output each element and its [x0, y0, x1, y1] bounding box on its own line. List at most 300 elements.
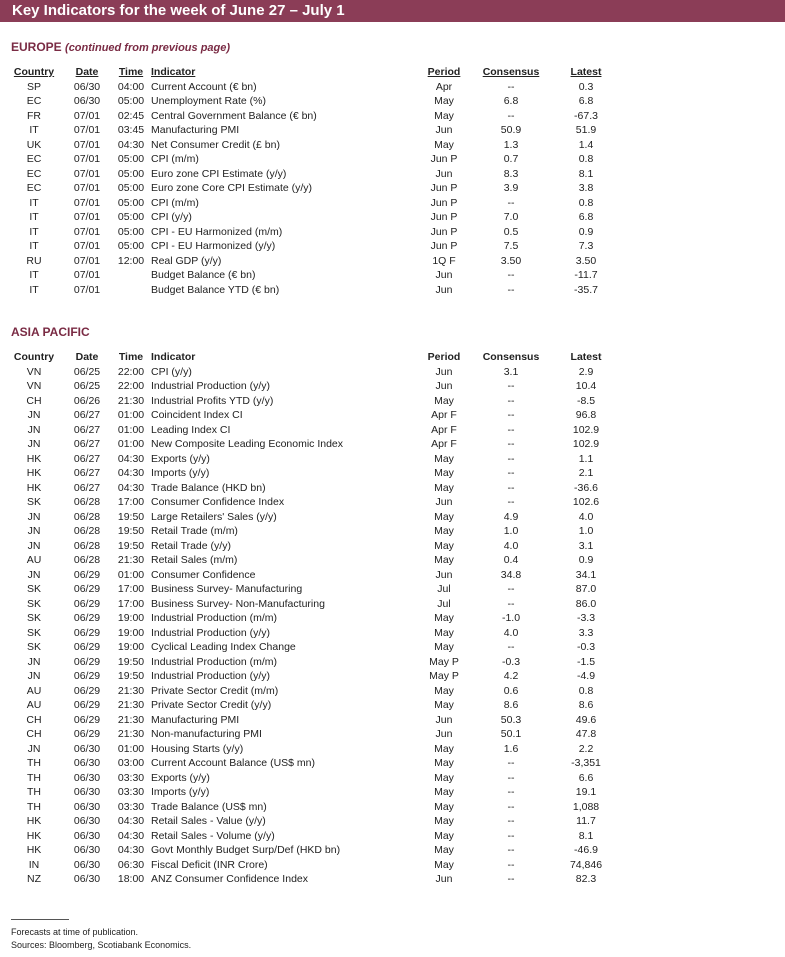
cell-time: 19:00	[117, 641, 145, 653]
table-row	[0, 365, 785, 380]
cell-country: TH	[27, 771, 41, 784]
table-row	[0, 684, 785, 699]
cell-time: 05:00	[117, 95, 145, 107]
cell-time: 01:00	[117, 438, 145, 450]
cell-consensus: --	[507, 409, 515, 421]
cell-time: 01:00	[117, 409, 145, 421]
cell-date: 06/29	[73, 641, 101, 653]
cell-indicator: Retail Sales (m/m)	[151, 554, 238, 566]
cell-date: 07/01	[73, 124, 101, 136]
cell-consensus: 4.9	[503, 510, 519, 523]
cell-time: 04:30	[117, 481, 145, 494]
table-row	[0, 742, 785, 757]
cell-time: 19:50	[117, 670, 145, 682]
cell-period: May P	[429, 670, 459, 682]
cell-latest: 3.8	[578, 182, 594, 194]
col-header-latest: Latest	[570, 351, 602, 363]
cell-latest: -1.5	[576, 655, 596, 668]
table-row	[0, 843, 785, 858]
cell-country: TH	[27, 757, 41, 769]
cell-country: SK	[26, 597, 41, 610]
cell-period: Jun	[435, 124, 453, 136]
table-row	[0, 611, 785, 626]
table-row	[0, 123, 785, 138]
cell-consensus: --	[507, 583, 515, 595]
cell-consensus: --	[507, 815, 515, 827]
cell-date: 07/01	[73, 225, 101, 238]
table-row	[0, 669, 785, 684]
cell-time: 18:00	[117, 873, 145, 885]
cell-country: JN	[27, 568, 41, 581]
cell-latest: -67.3	[574, 109, 598, 122]
asia-section-title	[11, 325, 90, 339]
table-row	[0, 138, 785, 153]
cell-time: 03:45	[117, 124, 145, 136]
cell-indicator: ANZ Consumer Confidence Index	[151, 873, 308, 885]
cell-period: Jun P	[430, 240, 458, 252]
cell-indicator: Trade Balance (US$ mn)	[151, 800, 267, 813]
cell-date: 06/26	[73, 394, 101, 407]
cell-latest: 1,088	[572, 800, 600, 813]
cell-consensus: 3.50	[500, 254, 522, 267]
cell-date: 06/28	[73, 525, 101, 537]
cell-consensus: 7.0	[503, 211, 519, 223]
cell-latest: -36.6	[574, 481, 598, 494]
cell-consensus: --	[507, 641, 515, 653]
cell-latest: 2.2	[578, 742, 594, 755]
cell-time: 01:00	[117, 742, 145, 755]
cell-period: Jun P	[430, 196, 458, 209]
cell-indicator: Central Government Balance (€ bn)	[151, 109, 317, 122]
cell-date: 06/30	[73, 858, 101, 871]
cell-indicator: Trade Balance (HKD bn)	[151, 481, 266, 494]
cell-country: JN	[27, 539, 41, 552]
cell-latest: -3,351	[571, 757, 601, 769]
cell-indicator: New Composite Leading Economic Index	[151, 438, 344, 450]
cell-date: 07/01	[73, 182, 101, 194]
cell-period: May	[434, 800, 454, 813]
cell-latest: -8.5	[576, 394, 596, 407]
cell-period: May	[434, 539, 454, 552]
cell-time: 04:30	[117, 815, 145, 827]
table-row	[0, 268, 785, 283]
cell-time: 01:00	[117, 423, 145, 436]
cell-period: May	[434, 757, 454, 769]
cell-indicator: CPI - EU Harmonized (y/y)	[151, 240, 276, 252]
cell-date: 07/01	[73, 211, 101, 223]
cell-period: Jun	[435, 167, 453, 180]
table-row	[0, 524, 785, 539]
cell-time: 06:30	[117, 858, 145, 871]
europe-section-title	[11, 40, 230, 54]
cell-consensus: 7.5	[503, 240, 519, 252]
cell-country: JN	[27, 670, 41, 682]
europe-note: (continued from previous page)	[65, 42, 231, 54]
cell-latest: 0.3	[578, 80, 594, 93]
cell-latest: 3.1	[578, 539, 594, 552]
cell-latest: 1.0	[578, 525, 594, 537]
cell-country: IN	[28, 858, 40, 871]
table-row	[0, 225, 785, 240]
table-row	[0, 239, 785, 254]
cell-indicator: Consumer Confidence Index	[151, 496, 285, 508]
cell-latest: 11.7	[576, 815, 596, 827]
table-row	[0, 771, 785, 786]
cell-time: 02:45	[117, 109, 145, 122]
cell-latest: 51.9	[575, 124, 597, 136]
cell-consensus: --	[507, 829, 515, 842]
cell-time: 22:00	[117, 380, 145, 392]
cell-country: SK	[26, 496, 41, 508]
cell-indicator: Retail Sales - Volume (y/y)	[151, 829, 275, 842]
cell-latest: 47.8	[575, 728, 597, 740]
cell-time	[114, 268, 148, 283]
cell-consensus: --	[507, 109, 515, 122]
cell-indicator: Retail Sales - Value (y/y)	[151, 815, 266, 827]
cell-country: TH	[27, 786, 41, 798]
cell-period: Jun	[435, 283, 453, 296]
cell-date: 06/30	[73, 757, 101, 769]
cell-consensus: 3.9	[503, 182, 519, 194]
cell-date: 06/30	[73, 800, 101, 813]
cell-country: JN	[27, 510, 41, 523]
cell-consensus: --	[507, 757, 515, 769]
cell-time: 05:00	[117, 153, 145, 165]
cell-latest: 34.1	[575, 568, 597, 581]
cell-time: 21:30	[117, 728, 145, 740]
col-header-time: Time	[118, 66, 144, 78]
cell-indicator: Imports (y/y)	[151, 467, 210, 479]
cell-date: 06/30	[73, 844, 101, 856]
cell-date: 07/01	[73, 254, 101, 267]
cell-date: 06/30	[73, 815, 101, 827]
cell-time: 04:30	[117, 138, 145, 151]
cell-indicator: Industrial Production (m/m)	[151, 655, 278, 668]
col-header-consensus: Consensus	[482, 66, 540, 78]
cell-period: Jun	[435, 496, 453, 508]
cell-country: JN	[27, 655, 41, 668]
cell-date: 06/29	[73, 728, 101, 740]
cell-time: 03:30	[117, 771, 145, 784]
cell-consensus: 50.9	[500, 124, 522, 136]
cell-period: May	[434, 481, 454, 494]
cell-country: AU	[26, 699, 42, 711]
cell-time: 03:30	[117, 786, 145, 798]
cell-indicator: Cyclical Leading Index Change	[151, 641, 296, 653]
cell-country: HK	[26, 481, 42, 494]
cell-period: May	[434, 641, 454, 653]
cell-country: CH	[26, 713, 42, 726]
cell-indicator: Budget Balance (€ bn)	[151, 269, 256, 281]
cell-date: 06/30	[73, 771, 101, 784]
cell-country: HK	[26, 829, 42, 842]
cell-time: 04:30	[117, 467, 145, 479]
table-row	[0, 655, 785, 670]
cell-period: Jun P	[430, 182, 458, 194]
cell-time: 19:50	[117, 539, 145, 552]
cell-country: EC	[26, 167, 42, 180]
table-row	[0, 858, 785, 873]
cell-indicator: CPI - EU Harmonized (m/m)	[151, 225, 283, 238]
cell-date: 06/27	[73, 438, 101, 450]
cell-indicator: Retail Trade (m/m)	[151, 525, 238, 537]
cell-country: IT	[29, 211, 39, 223]
cell-country: VN	[26, 380, 42, 392]
cell-country: EC	[26, 95, 42, 107]
cell-latest: 82.3	[575, 873, 597, 885]
cell-country: FR	[27, 109, 41, 122]
cell-country: SK	[26, 626, 41, 639]
cell-latest: 6.8	[578, 211, 594, 223]
cell-indicator: Industrial Profits YTD (y/y)	[151, 394, 274, 407]
cell-time: 04:30	[117, 452, 145, 465]
cell-date: 06/28	[73, 496, 101, 508]
cell-latest: 1.4	[578, 138, 594, 151]
cell-time: 05:00	[117, 225, 145, 238]
cell-date: 06/29	[73, 626, 101, 639]
cell-indicator: Industrial Production (y/y)	[151, 380, 271, 392]
cell-consensus: 1.6	[503, 742, 519, 755]
cell-country: IT	[29, 240, 39, 252]
cell-time: 05:00	[117, 167, 145, 180]
cell-period: Jul	[437, 583, 451, 595]
cell-consensus: 1.0	[503, 525, 519, 537]
table-row	[0, 829, 785, 844]
cell-date: 07/01	[73, 109, 101, 122]
cell-consensus: 8.3	[503, 167, 519, 180]
cell-country: SP	[26, 80, 41, 93]
cell-period: May	[434, 699, 454, 711]
cell-time: 03:00	[117, 757, 145, 769]
cell-latest: 102.6	[572, 496, 600, 508]
cell-indicator: Business Survey- Manufacturing	[151, 583, 303, 595]
cell-latest: 0.8	[578, 196, 594, 209]
cell-date: 06/28	[73, 539, 101, 552]
table-row	[0, 452, 785, 467]
table-row	[0, 553, 785, 568]
cell-date: 06/29	[73, 670, 101, 682]
col-header-latest: Latest	[570, 66, 602, 78]
table-row	[0, 727, 785, 742]
cell-country: JN	[27, 525, 41, 537]
cell-country: JN	[27, 423, 41, 436]
cell-consensus: 4.0	[503, 626, 519, 639]
cell-country: SK	[26, 583, 41, 595]
cell-period: May	[434, 452, 454, 465]
cell-period: May	[434, 109, 454, 122]
cell-consensus: 6.8	[503, 95, 519, 107]
cell-country: IT	[29, 225, 39, 238]
table-row	[0, 713, 785, 728]
cell-date: 07/01	[73, 138, 101, 151]
cell-latest: 102.9	[572, 438, 600, 450]
table-row	[0, 210, 785, 225]
cell-consensus: 4.2	[503, 670, 519, 682]
cell-latest: 1.1	[578, 452, 594, 465]
table-row	[0, 466, 785, 481]
cell-indicator: Industrial Production (y/y)	[151, 626, 271, 639]
cell-consensus: --	[507, 452, 515, 465]
cell-time: 03:30	[117, 800, 145, 813]
cell-time: 17:00	[117, 583, 145, 595]
cell-period: May	[434, 844, 454, 856]
cell-country: UK	[26, 138, 42, 151]
cell-consensus: --	[507, 283, 515, 296]
table-row	[0, 109, 785, 124]
cell-consensus: --	[507, 873, 515, 885]
cell-indicator: Coincident Index CI	[151, 409, 243, 421]
table-row	[0, 94, 785, 109]
europe-header-row	[0, 65, 785, 80]
table-row	[0, 437, 785, 452]
cell-date: 06/30	[73, 786, 101, 798]
cell-date: 06/29	[73, 597, 101, 610]
cell-country: JN	[27, 438, 41, 450]
cell-consensus: 0.4	[503, 554, 519, 566]
cell-consensus: --	[507, 380, 515, 392]
cell-period: Apr	[435, 80, 453, 93]
cell-consensus: --	[507, 269, 515, 281]
cell-latest: 8.1	[578, 829, 594, 842]
europe-title: EUROPE	[11, 40, 62, 54]
table-row	[0, 582, 785, 597]
cell-period: Apr F	[431, 409, 457, 421]
page-banner	[0, 0, 785, 22]
cell-period: May	[434, 394, 454, 407]
cell-period: Jun	[435, 269, 453, 281]
cell-indicator: Large Retailers' Sales (y/y)	[151, 510, 277, 523]
cell-indicator: Housing Starts (y/y)	[151, 742, 244, 755]
table-row	[0, 698, 785, 713]
cell-indicator: CPI (m/m)	[151, 196, 199, 209]
cell-date: 07/01	[73, 283, 101, 296]
cell-consensus: --	[507, 858, 515, 871]
cell-indicator: Consumer Confidence	[151, 568, 256, 581]
cell-time: 05:00	[117, 182, 145, 194]
cell-country: HK	[26, 467, 42, 479]
cell-period: Jun	[435, 365, 453, 378]
cell-latest: 0.8	[578, 684, 594, 697]
cell-time: 19:50	[117, 525, 145, 537]
cell-period: May	[434, 786, 454, 798]
cell-latest: 10.4	[575, 380, 597, 392]
cell-country: IT	[29, 124, 39, 136]
cell-country: CH	[26, 728, 42, 740]
table-row	[0, 872, 785, 887]
cell-period: Apr F	[431, 423, 457, 436]
cell-consensus: --	[507, 438, 515, 450]
cell-time: 21:30	[117, 684, 145, 697]
cell-consensus: 0.7	[503, 153, 519, 165]
cell-period: Jun	[435, 380, 453, 392]
cell-consensus: --	[507, 597, 515, 610]
cell-date: 06/27	[73, 452, 101, 465]
cell-time: 04:30	[117, 829, 145, 842]
cell-indicator: Industrial Production (m/m)	[151, 612, 278, 624]
cell-consensus: 0.6	[503, 684, 519, 697]
cell-date: 07/01	[73, 196, 101, 209]
table-row	[0, 626, 785, 641]
cell-date: 06/29	[73, 655, 101, 668]
cell-date: 06/30	[73, 742, 101, 755]
cell-latest: -35.7	[574, 283, 598, 296]
cell-country: EC	[26, 182, 42, 194]
cell-date: 07/01	[73, 269, 101, 281]
cell-consensus: -0.3	[501, 655, 521, 668]
cell-country: HK	[26, 452, 42, 465]
cell-indicator: Private Sector Credit (y/y)	[151, 699, 272, 711]
cell-date: 06/25	[73, 365, 101, 378]
cell-consensus: 0.5	[503, 225, 519, 238]
cell-period: May P	[429, 655, 459, 668]
cell-latest: 86.0	[575, 597, 597, 610]
cell-country: IT	[29, 196, 39, 209]
cell-date: 06/27	[73, 467, 101, 479]
cell-country: AU	[26, 684, 42, 697]
cell-period: May	[434, 525, 454, 537]
cell-date: 06/27	[73, 409, 101, 421]
cell-period: May	[434, 742, 454, 755]
table-row	[0, 379, 785, 394]
table-row	[0, 196, 785, 211]
cell-latest: 0.9	[578, 225, 594, 238]
cell-latest: 3.50	[575, 254, 597, 267]
cell-indicator: Govt Monthly Budget Surp/Def (HKD bn)	[151, 844, 341, 856]
cell-period: Jul	[437, 597, 451, 610]
cell-date: 06/29	[73, 583, 101, 595]
cell-consensus: --	[507, 394, 515, 407]
cell-date: 07/01	[73, 153, 101, 165]
cell-period: May	[434, 626, 454, 639]
cell-indicator: Euro zone CPI Estimate (y/y)	[151, 167, 287, 180]
cell-indicator: Unemployment Rate (%)	[151, 95, 266, 107]
cell-time: 01:00	[117, 568, 145, 581]
cell-indicator: Manufacturing PMI	[151, 124, 240, 136]
cell-consensus: 8.6	[503, 699, 519, 711]
cell-consensus: --	[507, 496, 515, 508]
cell-time	[114, 283, 148, 298]
cell-time: 21:30	[117, 394, 145, 407]
cell-latest: -4.9	[576, 670, 596, 682]
table-row	[0, 408, 785, 423]
cell-latest: -0.3	[576, 641, 596, 653]
cell-country: EC	[26, 153, 42, 165]
cell-consensus: -1.0	[501, 612, 521, 624]
table-row	[0, 800, 785, 815]
cell-date: 06/30	[73, 80, 101, 93]
table-row	[0, 152, 785, 167]
cell-latest: 19.1	[575, 786, 597, 798]
cell-date: 06/27	[73, 423, 101, 436]
cell-period: May	[434, 95, 454, 107]
cell-date: 06/29	[73, 713, 101, 726]
cell-consensus: --	[507, 800, 515, 813]
cell-date: 06/29	[73, 684, 101, 697]
table-row	[0, 814, 785, 829]
cell-country: HK	[26, 844, 42, 856]
cell-consensus: 1.3	[503, 138, 519, 151]
cell-time: 19:50	[117, 510, 145, 523]
cell-latest: 8.6	[578, 699, 594, 711]
asia-header-row	[0, 350, 785, 365]
table-row	[0, 80, 785, 95]
cell-indicator: Retail Trade (y/y)	[151, 539, 231, 552]
table-row	[0, 423, 785, 438]
cell-latest: 2.9	[578, 365, 594, 378]
cell-consensus: --	[507, 844, 515, 856]
cell-time: 19:00	[117, 612, 145, 624]
cell-country: SK	[26, 612, 41, 624]
